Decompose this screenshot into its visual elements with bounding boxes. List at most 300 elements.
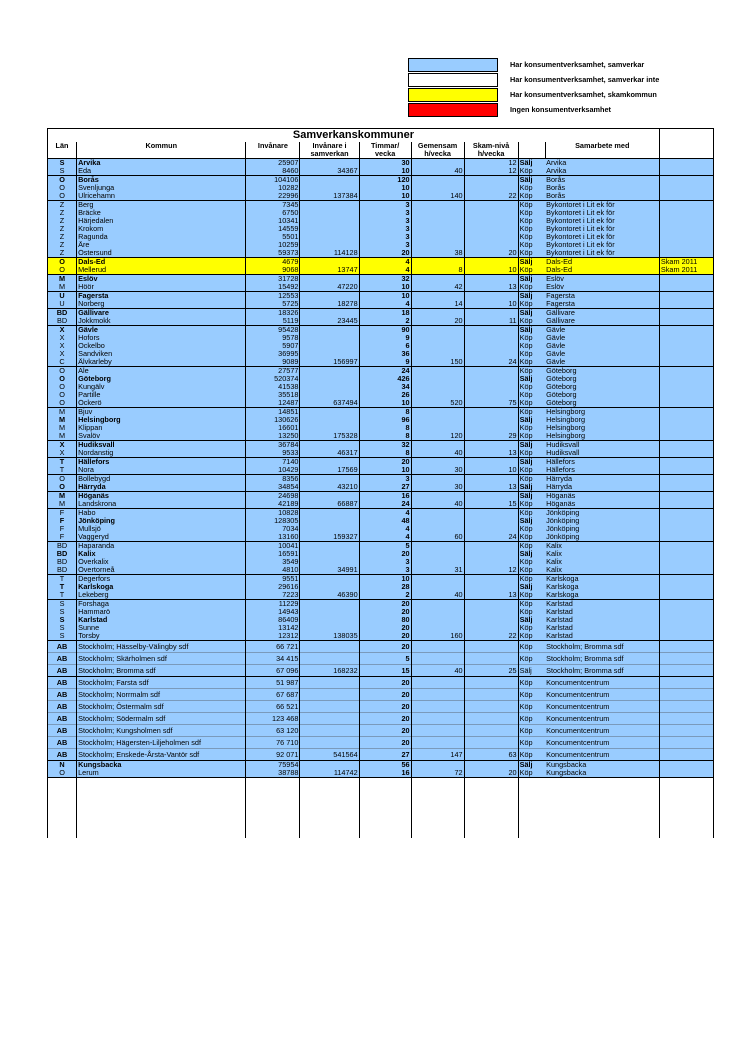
cell-invanare: 75954 xyxy=(246,761,300,770)
cell-invanare: 7223 xyxy=(246,591,300,600)
cell-kop: Sälj xyxy=(518,309,545,318)
cell-timmar: 30 xyxy=(359,159,411,168)
cell-gemensam: 160 xyxy=(411,632,464,641)
cell-note xyxy=(659,367,713,376)
table-row xyxy=(48,575,714,584)
cell-kommun: Degerfors xyxy=(77,575,246,584)
table-row xyxy=(48,375,714,383)
cell-kommun: Ockelbo xyxy=(77,342,246,350)
cell-samarbete: Koncumentcentrum xyxy=(545,677,659,689)
cell-skam xyxy=(464,350,518,358)
cell-kop: Köp xyxy=(518,209,545,217)
cell-gemensam: 520 xyxy=(411,399,464,408)
cell-lan: M xyxy=(48,424,77,432)
cell-gemensam: 150 xyxy=(411,358,464,367)
cell-skam xyxy=(464,583,518,591)
cell-invanare: 59373 xyxy=(246,249,300,258)
cell-skam xyxy=(464,383,518,391)
cell-gemensam xyxy=(411,416,464,424)
cell-timmar: 3 xyxy=(359,209,411,217)
cell-samarbete: Kalix xyxy=(545,558,659,566)
cell-lan: M xyxy=(48,283,77,292)
cell-skam xyxy=(464,217,518,225)
cell-kommun: Sunne xyxy=(77,624,246,632)
cell-note xyxy=(659,292,713,301)
cell-invanare-samverkan xyxy=(300,713,359,725)
cell-skam: 12 xyxy=(464,159,518,168)
table-row xyxy=(48,432,714,441)
cell-lan: M xyxy=(48,492,77,501)
cell-samarbete: Göteborg xyxy=(545,375,659,383)
cell-samarbete: Dals-Ed xyxy=(545,266,659,275)
cell-gemensam xyxy=(411,600,464,609)
cell-kommun: Stockholm; Hässelby-Välingby sdf xyxy=(77,641,246,653)
cell-skam xyxy=(464,258,518,267)
cell-lan: Z xyxy=(48,201,77,210)
cell-kommun: Kungsbacka xyxy=(77,761,246,770)
cell-samarbete: Helsingborg xyxy=(545,432,659,441)
cell-invanare-samverkan: 168232 xyxy=(300,665,359,677)
cell-lan: BD xyxy=(48,309,77,318)
cell-kop: Köp xyxy=(518,677,545,689)
cell-lan: S xyxy=(48,608,77,616)
cell-timmar: 20 xyxy=(359,713,411,725)
cell-invanare: 4679 xyxy=(246,258,300,267)
cell-samarbete: Karlstad xyxy=(545,600,659,609)
cell-kop: Köp xyxy=(518,184,545,192)
cell-note xyxy=(659,533,713,542)
cell-skam xyxy=(464,416,518,424)
cell-gemensam xyxy=(411,201,464,210)
cell-invanare-samverkan xyxy=(300,492,359,501)
cell-lan: X xyxy=(48,334,77,342)
cell-kop: Köp xyxy=(518,701,545,713)
cell-gemensam xyxy=(411,292,464,301)
cell-skam xyxy=(464,492,518,501)
cell-invanare: 66 521 xyxy=(246,701,300,713)
cell-invanare-samverkan xyxy=(300,408,359,417)
header-kommun: Kommun xyxy=(77,142,246,159)
cell-invanare: 520374 xyxy=(246,375,300,383)
cell-kop: Sälj xyxy=(518,375,545,383)
cell-invanare: 8460 xyxy=(246,167,300,176)
cell-kommun: Stockholm; Enskede-Årsta-Vantör sdf xyxy=(77,749,246,761)
cell-samarbete: Hudiksvall xyxy=(545,441,659,450)
cell-invanare-samverkan: 114742 xyxy=(300,769,359,778)
cell-lan: BD xyxy=(48,566,77,575)
cell-kop: Köp xyxy=(518,408,545,417)
cell-invanare: 95428 xyxy=(246,326,300,335)
cell-kop: Köp xyxy=(518,300,545,309)
cell-lan: AB xyxy=(48,737,77,749)
table-empty-row xyxy=(48,778,714,839)
cell-invanare-samverkan xyxy=(300,201,359,210)
cell-invanare-samverkan: 17569 xyxy=(300,466,359,475)
cell-skam xyxy=(464,326,518,335)
empty-cell xyxy=(518,778,545,839)
cell-kommun: Ulricehamn xyxy=(77,192,246,201)
cell-note xyxy=(659,241,713,249)
cell-kop: Köp xyxy=(518,217,545,225)
table-row xyxy=(48,509,714,518)
cell-invanare-samverkan xyxy=(300,616,359,624)
table-row xyxy=(48,701,714,713)
cell-samarbete: Karlstad xyxy=(545,608,659,616)
cell-timmar: 20 xyxy=(359,608,411,616)
cell-samarbete: Karlskoga xyxy=(545,591,659,600)
cell-invanare: 5725 xyxy=(246,300,300,309)
cell-kommun: Arvika xyxy=(77,159,246,168)
cell-kommun: Lekeberg xyxy=(77,591,246,600)
cell-gemensam xyxy=(411,241,464,249)
table-row xyxy=(48,416,714,424)
cell-gemensam: 72 xyxy=(411,769,464,778)
cell-skam xyxy=(464,701,518,713)
cell-invanare-samverkan xyxy=(300,334,359,342)
cell-samarbete: Gällivare xyxy=(545,317,659,326)
legend-swatch xyxy=(408,73,498,87)
legend-swatch xyxy=(408,58,498,72)
cell-samarbete: Stockholm; Bromma sdf xyxy=(545,653,659,665)
samverkan-table xyxy=(47,128,714,838)
cell-gemensam: 60 xyxy=(411,533,464,542)
legend-label: Har konsumentverksamhet, samverkar inte xyxy=(510,75,660,84)
cell-samarbete: Fagersta xyxy=(545,300,659,309)
cell-skam xyxy=(464,391,518,399)
cell-skam: 12 xyxy=(464,167,518,176)
cell-timmar: 3 xyxy=(359,217,411,225)
cell-lan: X xyxy=(48,326,77,335)
cell-skam xyxy=(464,184,518,192)
header-lan: Län xyxy=(48,142,77,159)
empty-cell xyxy=(246,778,300,839)
cell-samarbete: Göteborg xyxy=(545,367,659,376)
table-row xyxy=(48,517,714,525)
cell-gemensam xyxy=(411,350,464,358)
cell-invanare: 10282 xyxy=(246,184,300,192)
cell-kommun: Åre xyxy=(77,241,246,249)
table-row xyxy=(48,424,714,432)
cell-timmar: 16 xyxy=(359,492,411,501)
cell-lan: Z xyxy=(48,241,77,249)
cell-kommun: Eda xyxy=(77,167,246,176)
cell-note xyxy=(659,466,713,475)
cell-kop: Sälj xyxy=(518,550,545,558)
cell-timmar: 6 xyxy=(359,342,411,350)
cell-lan: X xyxy=(48,441,77,450)
cell-kop: Sälj xyxy=(518,761,545,770)
cell-lan: M xyxy=(48,416,77,424)
cell-timmar: 4 xyxy=(359,509,411,518)
cell-invanare-samverkan xyxy=(300,761,359,770)
cell-lan: AB xyxy=(48,713,77,725)
cell-kommun: Stockholm; Farsta sdf xyxy=(77,677,246,689)
cell-kommun: Landskrona xyxy=(77,500,246,509)
cell-kommun: Jokkmokk xyxy=(77,317,246,326)
cell-skam xyxy=(464,375,518,383)
table-row xyxy=(48,525,714,533)
cell-lan: O xyxy=(48,399,77,408)
cell-invanare-samverkan xyxy=(300,367,359,376)
cell-samarbete: Karlskoga xyxy=(545,575,659,584)
cell-note xyxy=(659,309,713,318)
cell-kop: Köp xyxy=(518,358,545,367)
cell-skam: 13 xyxy=(464,591,518,600)
cell-kommun: Älvkarleby xyxy=(77,358,246,367)
cell-skam: 29 xyxy=(464,432,518,441)
cell-samarbete: Bykontoret i Lit ek för xyxy=(545,209,659,217)
header-samarbete: Samarbete med xyxy=(545,142,659,159)
cell-invanare: 128305 xyxy=(246,517,300,525)
cell-invanare: 4810 xyxy=(246,566,300,575)
cell-skam: 10 xyxy=(464,266,518,275)
cell-note xyxy=(659,391,713,399)
cell-invanare-samverkan xyxy=(300,416,359,424)
cell-note xyxy=(659,192,713,201)
cell-lan: X xyxy=(48,449,77,458)
cell-invanare: 34854 xyxy=(246,483,300,492)
cell-lan: T xyxy=(48,458,77,467)
cell-timmar: 2 xyxy=(359,591,411,600)
cell-note xyxy=(659,225,713,233)
table-row xyxy=(48,399,714,408)
cell-invanare: 16591 xyxy=(246,550,300,558)
cell-invanare: 9068 xyxy=(246,266,300,275)
cell-gemensam: 20 xyxy=(411,317,464,326)
cell-kommun: Eslöv xyxy=(77,275,246,284)
cell-gemensam xyxy=(411,458,464,467)
cell-gemensam xyxy=(411,233,464,241)
cell-kommun: Vaggeryd xyxy=(77,533,246,542)
cell-invanare-samverkan xyxy=(300,583,359,591)
cell-timmar: 3 xyxy=(359,225,411,233)
cell-kommun: Öckerö xyxy=(77,399,246,408)
cell-samarbete: Kungsbacka xyxy=(545,769,659,778)
cell-kommun: Härryda xyxy=(77,483,246,492)
cell-lan: M xyxy=(48,408,77,417)
cell-gemensam: 40 xyxy=(411,591,464,600)
cell-kop: Köp xyxy=(518,192,545,201)
cell-note xyxy=(659,375,713,383)
cell-kommun: Forshaga xyxy=(77,600,246,609)
cell-gemensam xyxy=(411,342,464,350)
table-row xyxy=(48,326,714,335)
cell-note xyxy=(659,749,713,761)
cell-timmar: 3 xyxy=(359,233,411,241)
cell-gemensam xyxy=(411,624,464,632)
cell-kop: Köp xyxy=(518,632,545,641)
cell-samarbete: Borås xyxy=(545,192,659,201)
cell-kop: Köp xyxy=(518,558,545,566)
cell-note xyxy=(659,583,713,591)
table-row xyxy=(48,533,714,542)
cell-invanare-samverkan xyxy=(300,184,359,192)
cell-skam xyxy=(464,558,518,566)
cell-samarbete: Kungsbacka xyxy=(545,761,659,770)
cell-lan: O xyxy=(48,391,77,399)
cell-gemensam xyxy=(411,176,464,185)
cell-lan: S xyxy=(48,632,77,641)
cell-skam xyxy=(464,233,518,241)
table-row xyxy=(48,761,714,770)
cell-note xyxy=(659,761,713,770)
cell-kommun: Stockholm; Skärholmen sdf xyxy=(77,653,246,665)
cell-kop: Köp xyxy=(518,500,545,509)
cell-gemensam xyxy=(411,677,464,689)
cell-gemensam: 40 xyxy=(411,665,464,677)
cell-gemensam xyxy=(411,701,464,713)
table-row xyxy=(48,192,714,201)
cell-timmar: 120 xyxy=(359,176,411,185)
cell-timmar: 27 xyxy=(359,749,411,761)
cell-invanare-samverkan xyxy=(300,275,359,284)
cell-note xyxy=(659,233,713,241)
cell-skam xyxy=(464,509,518,518)
table-row xyxy=(48,558,714,566)
table-row xyxy=(48,300,714,309)
cell-gemensam xyxy=(411,542,464,551)
cell-note xyxy=(659,432,713,441)
cell-invanare: 13142 xyxy=(246,624,300,632)
cell-note xyxy=(659,217,713,225)
cell-samarbete: Härryda xyxy=(545,483,659,492)
cell-skam: 20 xyxy=(464,249,518,258)
empty-cell xyxy=(464,778,518,839)
cell-invanare-samverkan xyxy=(300,677,359,689)
header-note xyxy=(659,142,713,159)
cell-kommun: Överkalix xyxy=(77,558,246,566)
cell-note xyxy=(659,334,713,342)
cell-kop: Köp xyxy=(518,542,545,551)
cell-lan: BD xyxy=(48,550,77,558)
cell-skam xyxy=(464,275,518,284)
cell-invanare-samverkan: 541564 xyxy=(300,749,359,761)
header-row xyxy=(48,142,714,159)
cell-gemensam xyxy=(411,641,464,653)
cell-invanare-samverkan xyxy=(300,641,359,653)
cell-note xyxy=(659,492,713,501)
cell-note xyxy=(659,591,713,600)
cell-samarbete: Härryda xyxy=(545,475,659,484)
cell-timmar: 28 xyxy=(359,583,411,591)
cell-lan: M xyxy=(48,500,77,509)
table-row xyxy=(48,591,714,600)
cell-samarbete: Hällefors xyxy=(545,458,659,467)
cell-timmar: 26 xyxy=(359,391,411,399)
cell-kop: Köp xyxy=(518,241,545,249)
table-row xyxy=(48,350,714,358)
cell-invanare-samverkan xyxy=(300,653,359,665)
cell-invanare: 12553 xyxy=(246,292,300,301)
cell-kop: Köp xyxy=(518,769,545,778)
cell-invanare-samverkan xyxy=(300,542,359,551)
cell-lan: F xyxy=(48,517,77,525)
cell-kop: Sälj xyxy=(518,258,545,267)
table-row xyxy=(48,725,714,737)
cell-note xyxy=(659,550,713,558)
cell-timmar: 426 xyxy=(359,375,411,383)
cell-note: Skam 2011 xyxy=(659,266,713,275)
cell-timmar: 20 xyxy=(359,624,411,632)
cell-kommun: Nora xyxy=(77,466,246,475)
cell-samarbete: Helsingborg xyxy=(545,416,659,424)
cell-kommun: Stockholm; Södermalm sdf xyxy=(77,713,246,725)
cell-skam xyxy=(464,475,518,484)
cell-note xyxy=(659,317,713,326)
cell-kop: Köp xyxy=(518,383,545,391)
cell-note xyxy=(659,725,713,737)
cell-invanare: 24698 xyxy=(246,492,300,501)
cell-kop: Sälj xyxy=(518,441,545,450)
cell-skam xyxy=(464,641,518,653)
cell-kommun: Stockholm; Kungsholmen sdf xyxy=(77,725,246,737)
legend-item xyxy=(408,88,708,102)
cell-invanare-samverkan xyxy=(300,725,359,737)
empty-cell xyxy=(659,778,713,839)
cell-kommun: Borås xyxy=(77,176,246,185)
cell-kop: Köp xyxy=(518,449,545,458)
cell-kommun: Hammarö xyxy=(77,608,246,616)
cell-gemensam xyxy=(411,309,464,318)
cell-skam xyxy=(464,241,518,249)
cell-kop: Köp xyxy=(518,608,545,616)
cell-gemensam xyxy=(411,616,464,624)
cell-invanare-samverkan: 137384 xyxy=(300,192,359,201)
cell-kommun: Sandviken xyxy=(77,350,246,358)
cell-invanare-samverkan xyxy=(300,525,359,533)
cell-invanare-samverkan xyxy=(300,737,359,749)
cell-kommun: Gällivare xyxy=(77,309,246,318)
cell-lan: S xyxy=(48,616,77,624)
cell-timmar: 3 xyxy=(359,566,411,575)
cell-kommun: Jönköping xyxy=(77,517,246,525)
table-row xyxy=(48,542,714,551)
cell-kop: Köp xyxy=(518,233,545,241)
cell-timmar: 34 xyxy=(359,383,411,391)
cell-note xyxy=(659,176,713,185)
cell-lan: C xyxy=(48,358,77,367)
cell-timmar: 20 xyxy=(359,458,411,467)
cell-invanare: 13160 xyxy=(246,533,300,542)
cell-invanare: 6750 xyxy=(246,209,300,217)
cell-invanare: 123 468 xyxy=(246,713,300,725)
cell-note xyxy=(659,600,713,609)
cell-samarbete: Stockholm; Bromma sdf xyxy=(545,641,659,653)
cell-samarbete: Bykontoret i Lit ek för xyxy=(545,217,659,225)
empty-cell xyxy=(300,778,359,839)
cell-lan: BD xyxy=(48,558,77,566)
cell-kommun: Norberg xyxy=(77,300,246,309)
cell-note xyxy=(659,326,713,335)
cell-invanare-samverkan xyxy=(300,689,359,701)
empty-cell xyxy=(545,778,659,839)
cell-timmar: 96 xyxy=(359,416,411,424)
cell-invanare-samverkan xyxy=(300,326,359,335)
header-invanare-samverkan: Invånare i samverkan xyxy=(300,142,359,159)
cell-kop: Köp xyxy=(518,689,545,701)
cell-timmar: 8 xyxy=(359,432,411,441)
cell-gemensam xyxy=(411,608,464,616)
cell-samarbete: Kalix xyxy=(545,566,659,575)
cell-timmar: 20 xyxy=(359,737,411,749)
cell-invanare: 14851 xyxy=(246,408,300,417)
cell-kommun: Svenljunga xyxy=(77,184,246,192)
cell-samarbete: Bykontoret i Lit ek för xyxy=(545,241,659,249)
cell-note xyxy=(659,249,713,258)
cell-lan: T xyxy=(48,591,77,600)
cell-kommun: Lerum xyxy=(77,769,246,778)
cell-kop: Köp xyxy=(518,591,545,600)
